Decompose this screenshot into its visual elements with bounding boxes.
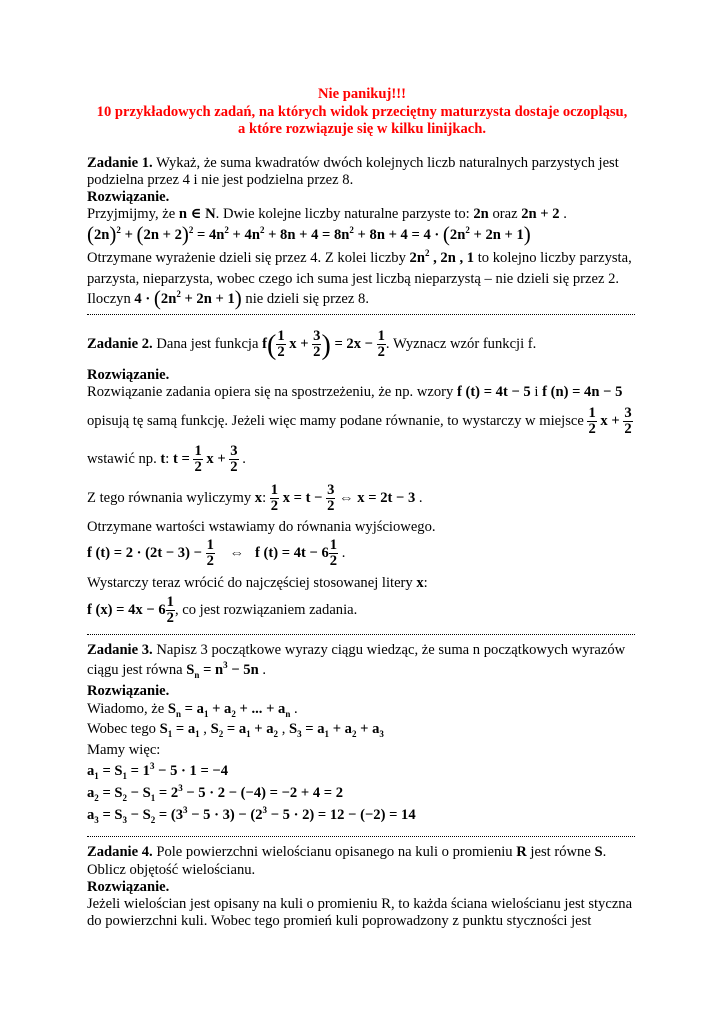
header-title: Nie panikuj!!! [318, 86, 406, 102]
z2-solution-line-2: opisują tę samą funkcję. Jeżeli więc mamy podane równanie, to wystarczy w miejsce $\frac{1}{2}$ x + $\frac{3}{2}$ [87, 405, 632, 438]
z2-solution-line-4: Z tego równania wyliczymy x: $\frac{1}{2}$ x = t − $\frac{3}{2}$ ⇔ x = 2t − 3 . [87, 482, 423, 515]
z3-formula-a3: $a_3 = S_3 - S_2 = (3^3 - 5 \cdot 3) - (2^3 - 5 \cdot 2) = 12 - (-2) = 14$ [87, 805, 416, 825]
separator [87, 634, 635, 635]
z1-solution-line-3: Otrzymane wyrażenie dzieli się przez 4. Z kolei liczby $2n^2$ , 2n , 1 to kolejno liczby parzysta, [87, 248, 632, 266]
z1-statement-line-2: podzielna przez 4 i nie jest podzielna przez 8. [87, 172, 354, 188]
z3-statement-line-2: ciągu jest równa $S_n = n^3 - 5n$ . [87, 660, 266, 680]
z2-solution-line-5: Otrzymane wartości wstawiamy do równania wyjściowego. [87, 519, 436, 535]
z2-solution-heading: Rozwiązanie. [87, 367, 170, 383]
z2-solution-line-3: wstawić np. t: t = $\frac{1}{2}$ x + $\frac{3}{2}$ . [87, 443, 246, 476]
z3-solution-heading: Rozwiązanie. [87, 683, 170, 699]
z3-solution-line-1: Wiadomo, że $S_n = a_1 + a_2$ + ... + $a_n$ . [87, 701, 298, 719]
z1-formula-sum: $(2n)^2 + (2n + 2)^2 = 4n^2 + 4n^2 + 8n + 4 = 8n^2 + 8n + 4 = 4 \cdot (2n^2 + 2n + 1)$ [87, 222, 531, 246]
z3-solution-line-3: Mamy więc: [87, 742, 161, 758]
z3-formula-a1: $a_1 = S_1 = 1^3 - 5 \cdot 1 = -4$ [87, 761, 229, 781]
z4-solution-line-1: Jeżeli wielościan jest opisany na kuli o promieniu R, to każda ściana wielościanu jest styczna [87, 896, 633, 912]
z1-statement-line-1: Zadanie 1. Wykaż, że suma kwadratów dwóch kolejnych liczb naturalnych parzystych jest [87, 155, 619, 171]
z2-solution-line-8: f (x) = 4x − 6 $\frac{1}{2}$ , co jest rozwiązaniem zadania. [87, 594, 358, 627]
z1-solution-line-5: Iloczyn $4 \cdot (2n^2 + 2n + 1)$ nie dzieli się przez 8. [87, 286, 369, 310]
separator [87, 314, 635, 315]
z2-solution-line-7: Wystarczy teraz wrócić do najczęściej stosowanej litery x: [87, 575, 428, 591]
separator [87, 836, 635, 837]
z1-solution-heading: Rozwiązanie. [87, 189, 170, 205]
header-subtitle-2: a które rozwiązuje się w kilku linijkach. [238, 121, 486, 137]
z4-solution-heading: Rozwiązanie. [87, 879, 170, 895]
z2-statement: Zadanie 2. Dana jest funkcja f( $\frac{1}{2}$ x + $\frac{3}{2}$ ) = 2x − $\frac{1}{2}$ . Wyznacz wzór funkcji f. [87, 328, 537, 361]
header-subtitle-1: 10 przykładowych zadań, na których widok przeciętny maturzysta dostaje oczopląsu, [96, 104, 628, 120]
z3-formula-a2: $a_2 = S_2 - S_1 = 2^3 - 5 \cdot 2 - (-4) = -2 + 4 = 2$ [87, 783, 344, 803]
z1-solution-line-1: Przyjmijmy, że n ∈ N. Dwie kolejne liczby naturalne parzyste to: 2n oraz 2n + 2 . [87, 206, 567, 222]
z3-statement-line-1: Zadanie 3. Napisz 3 początkowe wyrazy ciągu wiedząc, że suma n początkowych wyrazów [87, 642, 626, 658]
z4-statement-line-1: Zadanie 4. Pole powierzchni wielościanu opisanego na kuli o promieniu R jest równe S. [87, 844, 607, 860]
z4-solution-line-2: do powierzchni kuli. Wobec tego promień kuli poprowadzony z punktu styczności jest [87, 913, 592, 929]
z3-solution-line-2: Wobec tego $S_1 = a_1$ , $S_2 = a_1 + a_2$ , $S_3 = a_1 + a_2 + a_3$ [87, 721, 384, 739]
z2-solution-line-6: f (t) = 2 · (2t − 3) − $\frac{1}{2}$ ⇔ f (t) = 4t − 6 $\frac{1}{2}$ . [87, 537, 346, 570]
z2-solution-line-1: Rozwiązanie zadania opiera się na spostrzeżeniu, że np. wzory f (t) = 4t − 5 i f (n) = 4n − 5 [87, 384, 623, 400]
z1-solution-line-4: parzysta, nieparzysta, wobec czego ich suma jest liczbą nieparzystą – nie dzieli się przez 2. [87, 271, 620, 287]
z4-statement-line-2: Oblicz objętość wielościanu. [87, 862, 256, 878]
